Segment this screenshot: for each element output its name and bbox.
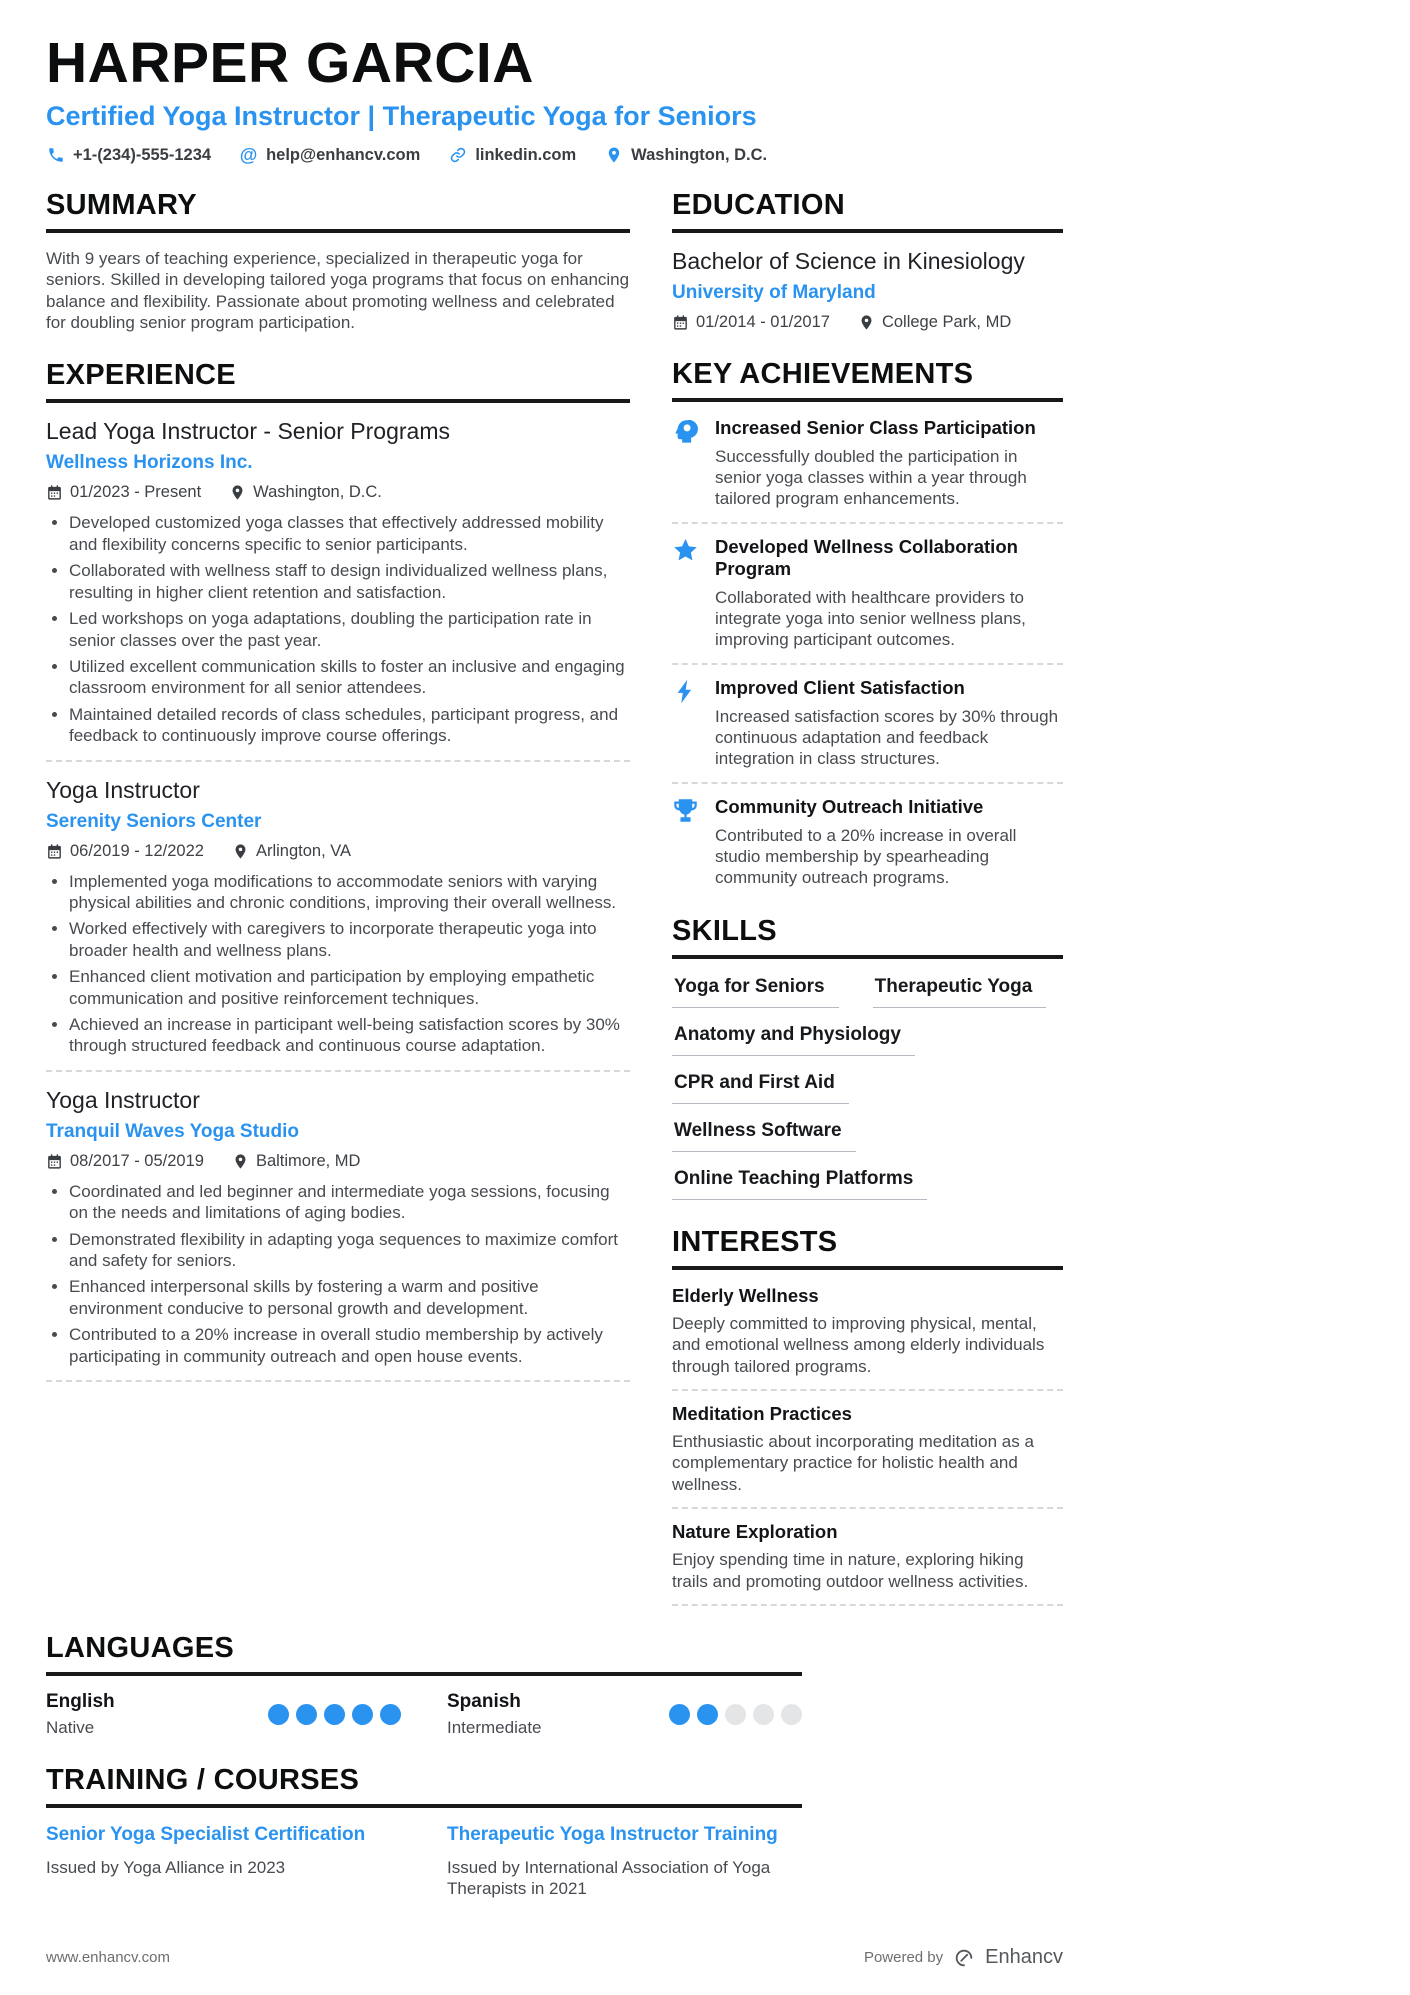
divider	[672, 1604, 1063, 1606]
achievement-text: Increased satisfaction scores by 30% through continuous adaptation and feedback integration in class structures.	[715, 706, 1059, 769]
achievement-item	[672, 796, 1063, 889]
achievement-item	[672, 677, 1063, 770]
skill-tag: Online Teaching Platforms	[672, 1168, 927, 1200]
job-bullet: • Enhanced interpersonal skills by fostering a warm and positive environment conducive to personal growth and development.	[69, 1276, 630, 1319]
interests-heading: INTERESTS	[672, 1226, 1063, 1270]
contact-row	[46, 146, 1063, 165]
education-meta	[672, 313, 1063, 332]
trophy-icon	[672, 796, 702, 889]
language-dot	[697, 1704, 718, 1725]
interest-text: Deeply committed to improving physical, mental, and emotional wellness among elderly individuals through tailored programs.	[672, 1313, 1045, 1376]
enhancv-logo-icon	[953, 1947, 975, 1969]
job-bullets	[46, 1181, 630, 1367]
job-bullet: • Maintained detailed records of class schedules, participant progress, and feedback to continuously improve course offerings.	[69, 704, 630, 747]
job-company: Wellness Horizons Inc.	[46, 452, 253, 474]
job-dates: 08/2017 - 05/2019	[70, 1151, 204, 1170]
achievement-title: Developed Wellness Collaboration Program	[715, 535, 1018, 579]
achievement-wrap	[672, 536, 1063, 665]
enhancv-brand: Enhancv	[985, 1946, 1063, 1968]
job-bullet: • Demonstrated flexibility in adapting yoga sequences to maximize comfort and safety for seniors.	[69, 1229, 630, 1272]
calendar-icon	[46, 843, 63, 860]
language-dot	[268, 1704, 289, 1725]
education-location: College Park, MD	[881, 312, 1012, 331]
skill-tag: Yoga for Seniors	[672, 976, 839, 1008]
achievement-item	[672, 536, 1063, 651]
job-title: Yoga Instructor	[46, 776, 200, 803]
experience-job	[46, 1087, 630, 1382]
interests-section	[672, 1226, 1063, 1606]
location-pin-icon	[229, 484, 246, 501]
achievement-item	[672, 417, 1063, 510]
language-item	[447, 1691, 802, 1738]
job-meta	[46, 483, 630, 502]
summary-text: With 9 years of teaching experience, specialized in therapeutic yoga for seniors. Skilled in developing tailored yoga programs that focus on enhancing balance and flexibility. Passionate about promoting wellness and celebrated for doubling senior program participation.	[46, 248, 630, 333]
language-dot	[725, 1704, 746, 1725]
divider	[672, 1389, 1063, 1391]
language-dot	[380, 1704, 401, 1725]
languages-list	[46, 1691, 802, 1738]
education-heading: EDUCATION	[672, 189, 1063, 233]
job-location: Washington, D.C.	[253, 483, 382, 502]
interest-title: Elderly Wellness	[672, 1284, 819, 1306]
job-bullet: • Collaborated with wellness staff to design individualized wellness plans, resulting in higher client retention and satisfaction.	[69, 560, 630, 603]
skill-tag: Anatomy and Physiology	[672, 1024, 915, 1056]
job-bullet: • Led workshops on yoga adaptations, doubling the participation rate in senior classes over the past year.	[69, 608, 630, 651]
interest-text: Enjoy spending time in nature, exploring hiking trails and promoting outdoor wellness activities.	[672, 1550, 1029, 1591]
interests-list	[672, 1285, 1063, 1606]
interest-text: Enthusiastic about incorporating meditation as a complementary practice for holistic health and wellness.	[672, 1432, 1034, 1494]
bottom-block	[46, 1632, 802, 1900]
head-icon	[672, 417, 702, 510]
contact-phone[interactable]	[46, 146, 211, 165]
candidate-title: Certified Yoga Instructor | Therapeutic Yoga for Seniors	[46, 100, 757, 131]
job-bullet: • Enhanced client motivation and participation by employing empathetic communication and positive reinforcement techniques.	[69, 966, 630, 1009]
job-meta	[46, 1152, 630, 1171]
language-name: Spanish	[447, 1691, 521, 1713]
language-dots	[268, 1704, 401, 1725]
achievement-text: Successfully doubled the participation in senior yoga classes within a year through tailored program enhancements.	[715, 446, 1027, 509]
languages-section	[46, 1632, 802, 1738]
at-icon: @	[239, 144, 258, 165]
achievement-title: Community Outreach Initiative	[715, 795, 984, 817]
language-item	[46, 1691, 401, 1738]
calendar-icon	[672, 314, 689, 331]
job-bullet: • Implemented yoga modifications to accommodate seniors with varying physical abilities and chronic conditions, improving their overall wellness.	[69, 871, 630, 914]
calendar-icon	[46, 1153, 63, 1170]
divider	[672, 522, 1063, 524]
resume-header	[46, 31, 1063, 165]
interest-item	[672, 1285, 1063, 1391]
powered-by-label: Powered by	[863, 1949, 944, 1966]
skills-list	[672, 974, 1063, 1200]
job-dates: 06/2019 - 12/2022	[70, 841, 204, 860]
link-icon	[448, 146, 467, 165]
powered-by	[864, 1946, 1063, 1969]
experience-section	[46, 359, 630, 1382]
job-company: Serenity Seniors Center	[46, 810, 262, 832]
divider	[46, 1380, 630, 1382]
experience-heading: EXPERIENCE	[46, 359, 630, 403]
job-title: Lead Yoga Instructor - Senior Programs	[46, 418, 451, 445]
experience-job	[46, 777, 630, 1072]
left-column	[46, 189, 630, 1408]
interest-item	[672, 1521, 1063, 1606]
skills-heading: SKILLS	[672, 915, 1063, 959]
education-degree: Bachelor of Science in Kinesiology	[672, 247, 1025, 274]
candidate-name: HARPER GARCIA	[46, 31, 534, 95]
language-dot	[352, 1704, 373, 1725]
training-heading: TRAINING / COURSES	[46, 1764, 802, 1808]
job-location: Arlington, VA	[255, 841, 352, 860]
phone-icon	[46, 146, 65, 165]
language-dot	[296, 1704, 317, 1725]
lightning-icon	[672, 677, 702, 770]
interest-title: Meditation Practices	[672, 1403, 852, 1425]
course-item	[447, 1823, 802, 1900]
job-location: Baltimore, MD	[255, 1151, 361, 1170]
resume-columns	[46, 189, 1063, 1632]
training-list	[46, 1823, 802, 1900]
page-footer	[46, 1946, 1063, 1969]
language-level: Native	[46, 1718, 95, 1738]
job-bullet: • Worked effectively with caregivers to incorporate therapeutic yoga into broader health and wellness plans.	[69, 918, 630, 961]
job-bullet: • Coordinated and led beginner and intermediate yoga sessions, focusing on the needs and limitations of aging bodies.	[69, 1181, 630, 1224]
summary-heading: SUMMARY	[46, 189, 630, 233]
contact-email[interactable]	[239, 146, 420, 165]
interest-title: Nature Exploration	[672, 1521, 838, 1543]
skills-section	[672, 915, 1063, 1200]
location-pin-icon	[604, 146, 623, 165]
education-section	[672, 189, 1063, 332]
contact-location	[604, 146, 767, 165]
achievement-wrap	[672, 417, 1063, 524]
training-section	[46, 1764, 802, 1900]
achievement-wrap	[672, 677, 1063, 784]
language-dot	[753, 1704, 774, 1725]
language-dots	[669, 1704, 802, 1725]
language-name: English	[46, 1691, 115, 1713]
job-bullet: • Utilized excellent communication skills to foster an inclusive and engaging classroom environment for all senior attendees.	[69, 656, 630, 699]
course-title: Senior Yoga Specialist Certification	[46, 1824, 366, 1846]
location-pin-icon	[232, 1153, 249, 1170]
achievements-heading: KEY ACHIEVEMENTS	[672, 358, 1063, 402]
divider	[672, 782, 1063, 784]
language-dot	[324, 1704, 345, 1725]
job-bullet: • Achieved an increase in participant well-being satisfaction scores by 30% through structured feedback and continuous course adaptation.	[69, 1014, 630, 1057]
contact-link-text: linkedin.com	[475, 145, 577, 164]
languages-heading: LANGUAGES	[46, 1632, 802, 1676]
achievements-list	[672, 417, 1063, 889]
location-pin-icon	[232, 843, 249, 860]
summary-section	[46, 189, 630, 334]
divider	[46, 760, 630, 762]
job-company: Tranquil Waves Yoga Studio	[46, 1120, 300, 1142]
skill-tag: Therapeutic Yoga	[873, 976, 1047, 1008]
right-column	[672, 189, 1063, 1632]
contact-location-text: Washington, D.C.	[631, 145, 768, 164]
contact-email-text: help@enhancv.com	[266, 145, 421, 164]
language-dot	[781, 1704, 802, 1725]
achievements-section	[672, 358, 1063, 889]
divider	[672, 663, 1063, 665]
calendar-icon	[46, 484, 63, 501]
course-issuer: Issued by Yoga Alliance in 2023	[46, 1857, 286, 1877]
divider	[46, 1070, 630, 1072]
experience-job	[46, 418, 630, 761]
language-dot	[669, 1704, 690, 1725]
education-school: University of Maryland	[672, 281, 876, 303]
job-meta	[46, 842, 630, 861]
job-bullet: • Contributed to a 20% increase in overall studio membership by actively participating in community outreach and open house events.	[69, 1324, 630, 1367]
interest-item	[672, 1403, 1063, 1509]
course-title: Therapeutic Yoga Instructor Training	[447, 1824, 778, 1846]
location-pin-icon	[858, 314, 875, 331]
achievement-title: Increased Senior Class Participation	[715, 416, 1036, 438]
skill-tag: CPR and First Aid	[672, 1072, 849, 1104]
job-bullet: • Developed customized yoga classes that effectively addressed mobility and flexibility concerns specific to senior participants.	[69, 512, 630, 555]
job-bullets	[46, 512, 630, 746]
divider	[672, 1507, 1063, 1509]
education-dates: 01/2014 - 01/2017	[696, 312, 830, 331]
skill-tag: Wellness Software	[672, 1120, 856, 1152]
course-item	[46, 1823, 401, 1900]
language-level: Intermediate	[447, 1718, 542, 1738]
achievement-wrap	[672, 796, 1063, 889]
experience-list	[46, 418, 630, 1382]
footer-site-link[interactable]: www.enhancv.com	[46, 1949, 170, 1966]
contact-phone-text: +1-(234)-555-1234	[73, 145, 212, 164]
job-title: Yoga Instructor	[46, 1086, 200, 1113]
star-icon	[672, 536, 702, 651]
course-issuer: Issued by International Association of Yoga Therapists in 2021	[447, 1857, 771, 1899]
achievement-text: Contributed to a 20% increase in overall studio membership by spearheading community outreach programs.	[715, 825, 1017, 888]
achievement-title: Improved Client Satisfaction	[715, 676, 965, 698]
achievement-text: Collaborated with healthcare providers to integrate yoga into senior wellness plans, improving participant outcomes.	[715, 587, 1026, 650]
job-bullets	[46, 871, 630, 1057]
contact-link[interactable]	[448, 146, 576, 165]
job-dates: 01/2023 - Present	[70, 483, 202, 502]
